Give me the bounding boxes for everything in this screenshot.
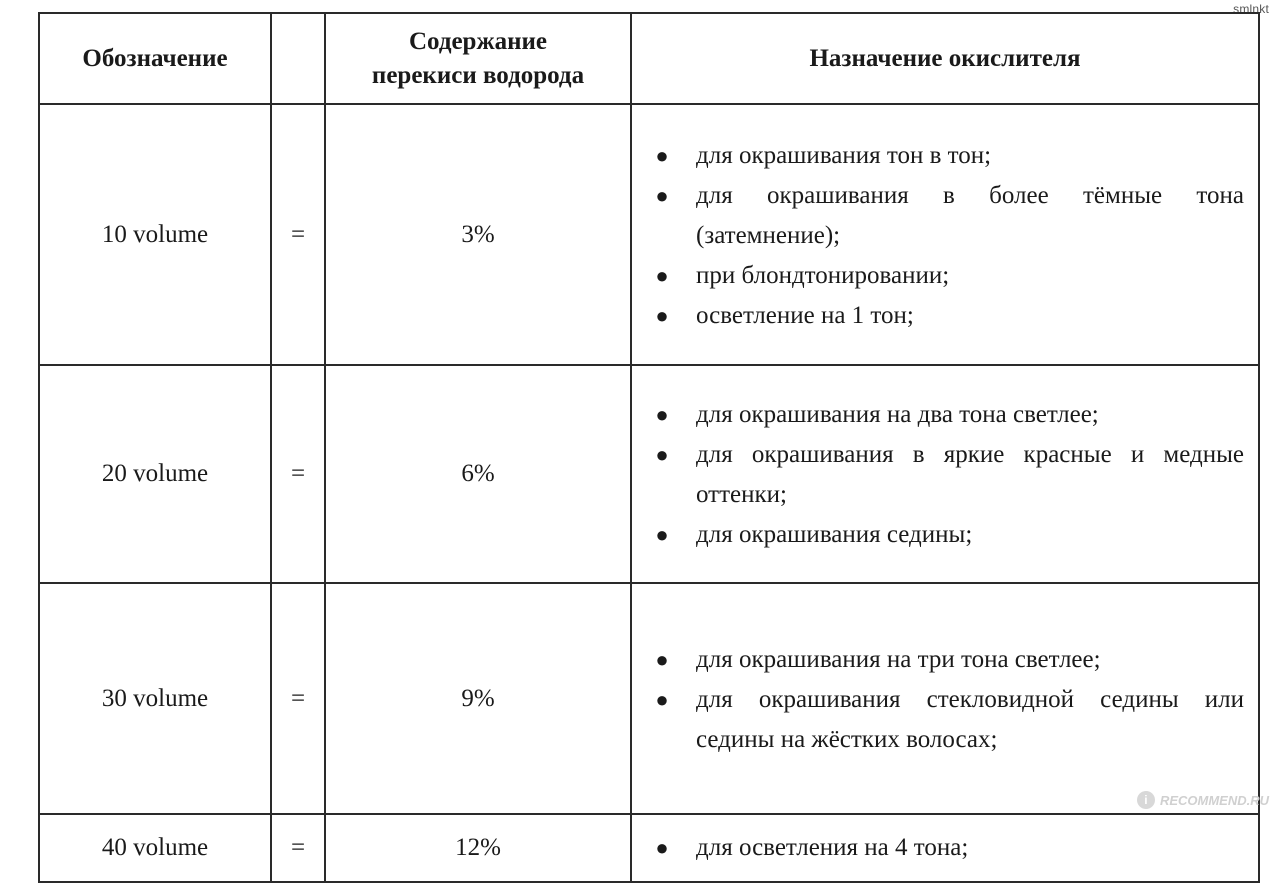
- table-row: [39, 365, 1259, 583]
- table-header-row: [39, 13, 1259, 104]
- watermark-bottom-text: RECOMMEND.RU: [1159, 792, 1269, 808]
- list-item: ● для окрашивания в более тёмные тона (затемнение);: [674, 176, 1244, 256]
- list-item: ● для окрашивания в яркие красные и медные оттенки;: [674, 435, 1244, 515]
- equals-cell: =: [271, 583, 325, 814]
- bullet-icon: ●: [655, 442, 669, 467]
- bullet-icon: ●: [655, 686, 669, 712]
- list-item: ● для окрашивания на два тона светлее;: [674, 395, 1244, 435]
- list-item: ● для окрашивания тон в тон;: [674, 136, 1244, 176]
- table-row: [39, 583, 1259, 814]
- list-item: ● при блондтонировании;: [674, 256, 1244, 296]
- recommend-logo-icon: i: [1137, 791, 1155, 809]
- percent-cell: 6%: [325, 365, 631, 583]
- purpose-list: [655, 640, 1244, 760]
- purpose-list: [655, 136, 1244, 336]
- list-item: ● для окрашивания седины;: [674, 515, 1244, 555]
- header-purpose: Назначение окислителя: [631, 13, 1259, 104]
- purpose-cell: [631, 365, 1259, 583]
- header-content-line1: Содержание: [408, 27, 547, 55]
- list-item: ● осветление на 1 тон;: [674, 296, 1244, 336]
- header-content: [325, 13, 631, 104]
- percent-cell: 12%: [325, 814, 631, 882]
- equals-cell: =: [271, 104, 325, 365]
- designation-cell: 20 volume: [39, 365, 271, 583]
- equals-cell: =: [271, 365, 325, 583]
- bullet-icon: ●: [655, 402, 669, 427]
- list-item: ● для окрашивания на три тона светлее;: [674, 640, 1244, 680]
- table-row: [39, 104, 1259, 365]
- bullet-icon: ●: [655, 302, 669, 328]
- watermark-bottom: [1137, 791, 1269, 809]
- bullet-icon: ●: [655, 522, 669, 547]
- bullet-icon: ●: [655, 646, 669, 672]
- oxidizer-table: [38, 12, 1260, 883]
- designation-cell: 10 volume: [39, 104, 271, 365]
- percent-cell: 9%: [325, 583, 631, 814]
- list-item: ● для окрашивания стекловидной седины или седины на жёстких волосах;: [674, 680, 1244, 760]
- header-designation: Обозначение: [39, 13, 271, 104]
- purpose-cell: [631, 104, 1259, 365]
- bullet-icon: ●: [655, 142, 669, 168]
- purpose-list: [655, 828, 1244, 868]
- header-equals: [271, 13, 325, 104]
- bullet-icon: ●: [655, 182, 669, 208]
- equals-cell: =: [271, 814, 325, 882]
- purpose-cell: [631, 814, 1259, 882]
- purpose-cell: [631, 583, 1259, 814]
- bullet-icon: ●: [655, 262, 669, 288]
- designation-cell: 30 volume: [39, 583, 271, 814]
- header-content-line2: перекиси водорода: [371, 61, 585, 89]
- table-row: [39, 814, 1259, 882]
- purpose-list: [655, 395, 1244, 555]
- watermark-top: smlnkt: [1233, 2, 1269, 16]
- list-item: ● для осветления на 4 тона;: [674, 828, 1244, 868]
- designation-cell: 40 volume: [39, 814, 271, 882]
- bullet-icon: ●: [655, 835, 669, 860]
- percent-cell: 3%: [325, 104, 631, 365]
